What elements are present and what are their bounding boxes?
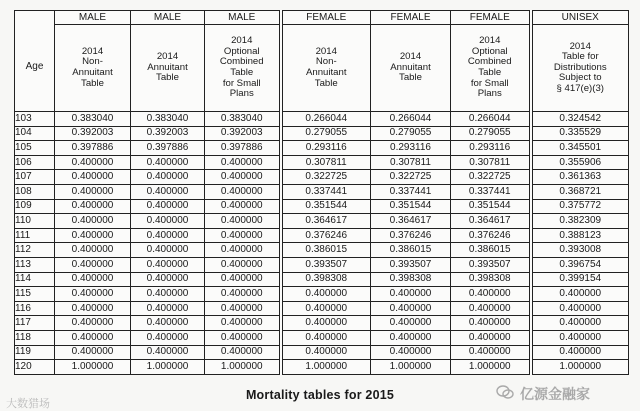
rate-cell: 0.400000 [131, 287, 205, 302]
column-header-line: Table [230, 67, 254, 78]
age-cell: 103 [15, 112, 55, 127]
rate-cell: 0.400000 [205, 330, 281, 345]
column-header [55, 25, 131, 112]
column-header-line: Table [314, 77, 338, 89]
rate-cell: 0.400000 [205, 228, 281, 243]
table-row [15, 184, 629, 199]
rate-cell: 0.400000 [205, 155, 281, 170]
table-caption: Mortality tables for 2015 [245, 388, 395, 402]
rate-cell: 0.351544 [371, 199, 451, 214]
column-header-line: Non- [315, 56, 337, 68]
column-header-line: Table for [561, 51, 599, 63]
rate-cell: 0.351544 [451, 199, 531, 214]
age-cell: 109 [15, 199, 55, 214]
table-row [15, 228, 629, 243]
rate-cell: 0.399154 [531, 272, 629, 287]
column-header [531, 25, 629, 112]
rate-cell: 0.364617 [451, 214, 531, 229]
rate-cell: 0.266044 [371, 112, 451, 127]
rate-cell: 0.400000 [205, 257, 281, 272]
rate-cell: 0.400000 [131, 170, 205, 185]
column-header-line: Distributions [553, 61, 607, 73]
rate-cell: 0.400000 [55, 272, 131, 287]
rate-cell: 0.361363 [531, 170, 629, 185]
age-cell: 110 [15, 214, 55, 229]
rate-cell: 0.293116 [451, 141, 531, 156]
table-row [15, 112, 629, 127]
age-column-header: Age [15, 25, 55, 112]
rate-cell: 0.400000 [55, 184, 131, 199]
rate-cell: 1.000000 [281, 360, 371, 375]
rate-cell: 0.400000 [205, 170, 281, 185]
column-header [205, 25, 281, 112]
rate-cell: 0.376246 [371, 228, 451, 243]
rate-cell: 0.400000 [205, 301, 281, 316]
table-row [15, 301, 629, 316]
group-header: UNISEX [531, 11, 629, 25]
rate-cell: 0.383040 [205, 112, 281, 127]
rate-cell: 0.376246 [281, 228, 371, 243]
rate-cell: 0.293116 [281, 141, 371, 156]
age-cell: 112 [15, 243, 55, 258]
column-header-line: 2014 [156, 51, 179, 63]
rate-cell: 0.266044 [281, 112, 371, 127]
rate-cell: 0.400000 [131, 301, 205, 316]
rate-cell: 0.400000 [205, 287, 281, 302]
watermark-left: 大数猎场 [6, 398, 50, 410]
rate-cell: 0.400000 [205, 199, 281, 214]
rate-cell: 0.393507 [281, 257, 371, 272]
rate-cell: 0.400000 [55, 257, 131, 272]
rate-cell: 0.376246 [451, 228, 531, 243]
column-header-line: Annuitant [147, 61, 188, 73]
column-header-line: 2014 [479, 35, 501, 47]
rate-cell: 0.335529 [531, 126, 629, 141]
rate-cell: 0.324542 [531, 112, 629, 127]
rate-cell: 0.400000 [131, 257, 205, 272]
rate-cell: 1.000000 [451, 360, 531, 375]
rate-cell: 0.337441 [281, 184, 371, 199]
table-row [15, 345, 629, 360]
table-row [15, 360, 629, 375]
column-header-line: for Small [222, 77, 261, 89]
rate-cell: 1.000000 [131, 360, 205, 375]
rate-cell: 0.400000 [371, 301, 451, 316]
table-row [15, 316, 629, 331]
rate-cell: 0.400000 [531, 345, 629, 360]
column-header-line: Plans [229, 88, 254, 100]
column-header-line: 2014 [315, 45, 337, 57]
rate-cell: 0.400000 [55, 155, 131, 170]
rate-cell: 0.400000 [55, 287, 131, 302]
rate-cell: 0.400000 [55, 345, 131, 360]
rate-cell: 0.400000 [205, 243, 281, 258]
rate-cell: 0.383040 [131, 112, 205, 127]
age-cell: 117 [15, 316, 55, 331]
column-header [131, 25, 205, 112]
rate-cell: 0.400000 [131, 228, 205, 243]
rate-cell: 0.279055 [451, 126, 531, 141]
rate-cell: 0.392003 [205, 126, 281, 141]
column-header-line: Table [399, 72, 422, 84]
age-cell: 114 [15, 272, 55, 287]
column-header-line: for Small [470, 77, 509, 89]
rate-cell: 0.400000 [531, 330, 629, 345]
rate-cell: 0.400000 [131, 199, 205, 214]
rate-cell: 0.382309 [531, 214, 629, 229]
rate-cell: 0.400000 [281, 345, 371, 360]
rate-cell: 0.400000 [131, 155, 205, 170]
rate-cell: 0.400000 [131, 316, 205, 331]
rate-cell: 0.400000 [205, 345, 281, 360]
table-row [15, 155, 629, 170]
column-header [281, 25, 371, 112]
rate-cell: 0.307811 [451, 155, 531, 170]
rate-cell: 0.293116 [371, 141, 451, 156]
rate-cell: 0.400000 [281, 330, 371, 345]
table-row [15, 199, 629, 214]
rate-cell: 0.386015 [451, 243, 531, 258]
rate-cell: 0.386015 [281, 243, 371, 258]
rate-cell: 0.400000 [371, 330, 451, 345]
rate-cell: 0.397886 [55, 141, 131, 156]
rate-cell: 0.400000 [55, 316, 131, 331]
rate-cell: 0.400000 [131, 184, 205, 199]
rate-cell: 0.351544 [281, 199, 371, 214]
rate-cell: 0.266044 [451, 112, 531, 127]
age-cell: 104 [15, 126, 55, 141]
rate-cell: 0.400000 [205, 316, 281, 331]
rate-cell: 0.400000 [531, 287, 629, 302]
table-row [15, 243, 629, 258]
table-body [15, 112, 629, 375]
rate-cell: 0.397886 [131, 141, 205, 156]
rate-cell: 0.345501 [531, 141, 629, 156]
rate-cell: 0.398308 [451, 272, 531, 287]
column-header [371, 25, 451, 112]
rate-cell: 0.375772 [531, 199, 629, 214]
rate-cell: 0.400000 [531, 316, 629, 331]
column-header-line: Combined [467, 56, 512, 68]
rate-cell: 0.398308 [281, 272, 371, 287]
age-cell: 119 [15, 345, 55, 360]
column-header-line: 2014 [399, 51, 422, 63]
rate-cell: 0.322725 [451, 170, 531, 185]
column-header-line: Non- [82, 56, 103, 68]
rate-cell: 0.400000 [451, 330, 531, 345]
rate-cell: 0.400000 [131, 243, 205, 258]
group-header: FEMALE [371, 11, 451, 25]
column-header-line: 2014 [231, 35, 253, 47]
age-cell: 115 [15, 287, 55, 302]
group-header: MALE [55, 11, 131, 25]
rate-cell: 0.355906 [531, 155, 629, 170]
rate-cell: 0.400000 [55, 199, 131, 214]
rate-cell: 0.393507 [371, 257, 451, 272]
rate-cell: 0.400000 [281, 287, 371, 302]
rate-cell: 0.400000 [205, 214, 281, 229]
blank-corner [15, 11, 55, 25]
rate-cell: 0.400000 [451, 345, 531, 360]
wechat-icon [496, 384, 514, 400]
rate-cell: 1.000000 [531, 360, 629, 375]
rate-cell: 0.400000 [281, 301, 371, 316]
rate-cell: 1.000000 [371, 360, 451, 375]
column-header-line: Subject to [558, 72, 602, 84]
rate-cell: 0.393008 [531, 243, 629, 258]
table-row [15, 214, 629, 229]
rate-cell: 0.400000 [55, 228, 131, 243]
group-header: MALE [205, 11, 281, 25]
rate-cell: 0.400000 [55, 330, 131, 345]
table-row [15, 170, 629, 185]
rate-cell: 1.000000 [55, 360, 131, 375]
table-row [15, 257, 629, 272]
rate-cell: 0.400000 [205, 184, 281, 199]
rate-cell: 0.400000 [371, 316, 451, 331]
group-header: MALE [131, 11, 205, 25]
mortality-table [14, 10, 629, 375]
column-header-line: Plans [477, 88, 502, 100]
rate-cell: 0.400000 [131, 214, 205, 229]
column-header-line: Table [156, 72, 179, 84]
column-header-line: Table [478, 67, 502, 78]
rate-cell: 0.400000 [55, 243, 131, 258]
rate-cell: 0.392003 [55, 126, 131, 141]
rate-cell: 0.364617 [281, 214, 371, 229]
age-cell: 111 [15, 228, 55, 243]
rate-cell: 0.400000 [55, 214, 131, 229]
age-cell: 106 [15, 155, 55, 170]
age-cell: 118 [15, 330, 55, 345]
age-cell: 105 [15, 141, 55, 156]
group-header: FEMALE [281, 11, 371, 25]
rate-cell: 0.307811 [281, 155, 371, 170]
age-cell: 116 [15, 301, 55, 316]
rate-cell: 0.322725 [371, 170, 451, 185]
rate-cell: 0.398308 [371, 272, 451, 287]
column-header-line: Table [81, 77, 104, 89]
table-row [15, 330, 629, 345]
rate-cell: 0.386015 [371, 243, 451, 258]
rate-cell: 0.307811 [371, 155, 451, 170]
column-header-line: Annuitant [72, 67, 113, 78]
rate-cell: 0.400000 [205, 272, 281, 287]
column-header-row [15, 25, 629, 112]
rate-cell: 0.397886 [205, 141, 281, 156]
table-row [15, 126, 629, 141]
rate-cell: 0.396754 [531, 257, 629, 272]
rate-cell: 0.400000 [131, 345, 205, 360]
age-cell: 107 [15, 170, 55, 185]
age-cell: 113 [15, 257, 55, 272]
column-header-line: Combined [219, 56, 264, 68]
age-cell: 108 [15, 184, 55, 199]
table-row [15, 272, 629, 287]
rate-cell: 0.279055 [281, 126, 371, 141]
table-row [15, 141, 629, 156]
watermark-right: 亿源金融家 [520, 386, 590, 402]
rate-cell: 0.364617 [371, 214, 451, 229]
rate-cell: 0.400000 [131, 330, 205, 345]
age-cell: 120 [15, 360, 55, 375]
rate-cell: 0.400000 [55, 170, 131, 185]
rate-cell: 1.000000 [205, 360, 281, 375]
rate-cell: 0.393507 [451, 257, 531, 272]
rate-cell: 0.400000 [131, 272, 205, 287]
rate-cell: 0.400000 [451, 301, 531, 316]
column-header-line: 2014 [81, 45, 104, 57]
rate-cell: 0.337441 [371, 184, 451, 199]
rate-cell: 0.279055 [371, 126, 451, 141]
rate-cell: 0.322725 [281, 170, 371, 185]
column-header-line: 2014 [569, 40, 591, 52]
rate-cell: 0.400000 [451, 287, 531, 302]
rate-cell: 0.392003 [131, 126, 205, 141]
rate-cell: 0.400000 [371, 287, 451, 302]
rate-cell: 0.388123 [531, 228, 629, 243]
column-header-line: Annuitant [305, 67, 347, 78]
table-row [15, 287, 629, 302]
rate-cell: 0.400000 [55, 301, 131, 316]
column-header-line: § 417(e)(3) [556, 82, 604, 94]
group-header-row [15, 11, 629, 25]
column-header-line: Optional [471, 45, 508, 57]
column-header-line: Annuitant [390, 61, 431, 73]
rate-cell: 0.383040 [55, 112, 131, 127]
group-header: FEMALE [451, 11, 531, 25]
column-header [451, 25, 531, 112]
rate-cell: 0.368721 [531, 184, 629, 199]
rate-cell: 0.337441 [451, 184, 531, 199]
rate-cell: 0.400000 [371, 345, 451, 360]
rate-cell: 0.400000 [451, 316, 531, 331]
rate-cell: 0.400000 [281, 316, 371, 331]
rate-cell: 0.400000 [531, 301, 629, 316]
column-header-line: Optional [223, 45, 260, 57]
